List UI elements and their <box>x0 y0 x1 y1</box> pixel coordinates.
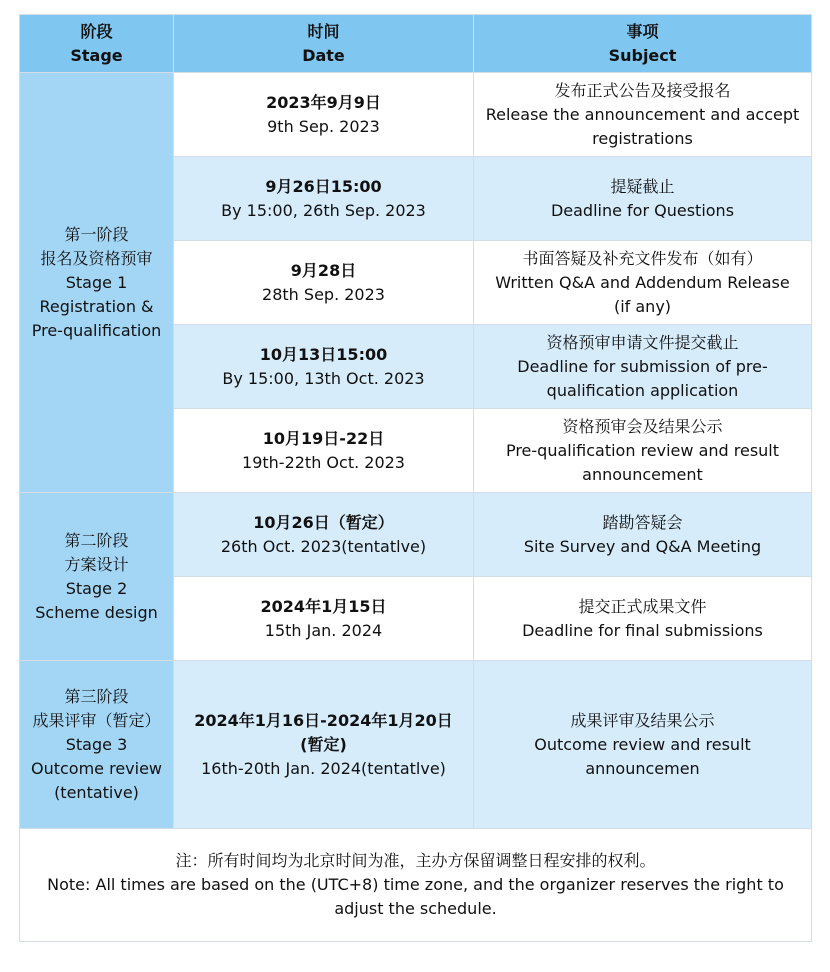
stage-1-cell: 第一阶段 报名及资格预审 Stage 1 Registration & Pre-qualification <box>20 73 174 493</box>
header-stage: 阶段 Stage <box>20 15 174 73</box>
subject-cell: 踏勘答疑会 Site Survey and Q&A Meeting <box>474 493 812 577</box>
table-row <box>20 493 812 577</box>
subject-cell: 成果评审及结果公示 Outcome review and result announcemen <box>474 661 812 829</box>
subject-cell: 资格预审申请文件提交截止 Deadline for submission of pre- qualification application <box>474 325 812 409</box>
date-cell: 10月19日-22日 19th-22th Oct. 2023 <box>174 409 474 493</box>
subject-cell: 资格预审会及结果公示 Pre-qualification review and result announcement <box>474 409 812 493</box>
table-row <box>20 661 812 829</box>
stage-2-cell: 第二阶段 方案设计 Stage 2 Scheme design <box>20 493 174 661</box>
note-cell: 注：所有时间均为北京时间为准，主办方保留调整日程安排的权利。 Note: All times are based on the (UTC+8) time zone, and the organizer reserves the right to adjust the schedule. <box>20 829 812 942</box>
schedule-table <box>19 14 812 942</box>
date-cell: 2023年9月9日 9th Sep. 2023 <box>174 73 474 157</box>
table-row <box>20 73 812 157</box>
date-cell: 2024年1月16日-2024年1月20日 (暂定) 16th-20th Jan. 2024(tentatlve) <box>174 661 474 829</box>
subject-cell: 发布正式公告及接受报名 Release the announcement and accept registrations <box>474 73 812 157</box>
stage-3-cell: 第三阶段 成果评审（暂定） Stage 3 Outcome review (tentative) <box>20 661 174 829</box>
header-subject: 事项 Subject <box>474 15 812 73</box>
subject-cell: 书面答疑及补充文件发布（如有） Written Q&A and Addendum Release (if any) <box>474 241 812 325</box>
note-row <box>20 829 812 942</box>
header-date: 时间 Date <box>174 15 474 73</box>
header-row <box>20 15 812 73</box>
subject-cell: 提疑截止 Deadline for Questions <box>474 157 812 241</box>
date-cell: 9月26日15:00 By 15:00, 26th Sep. 2023 <box>174 157 474 241</box>
date-cell: 9月28日 28th Sep. 2023 <box>174 241 474 325</box>
date-cell: 10月13日15:00 By 15:00, 13th Oct. 2023 <box>174 325 474 409</box>
date-cell: 10月26日（暂定） 26th Oct. 2023(tentatlve) <box>174 493 474 577</box>
date-cell: 2024年1月15日 15th Jan. 2024 <box>174 577 474 661</box>
subject-cell: 提交正式成果文件 Deadline for final submissions <box>474 577 812 661</box>
